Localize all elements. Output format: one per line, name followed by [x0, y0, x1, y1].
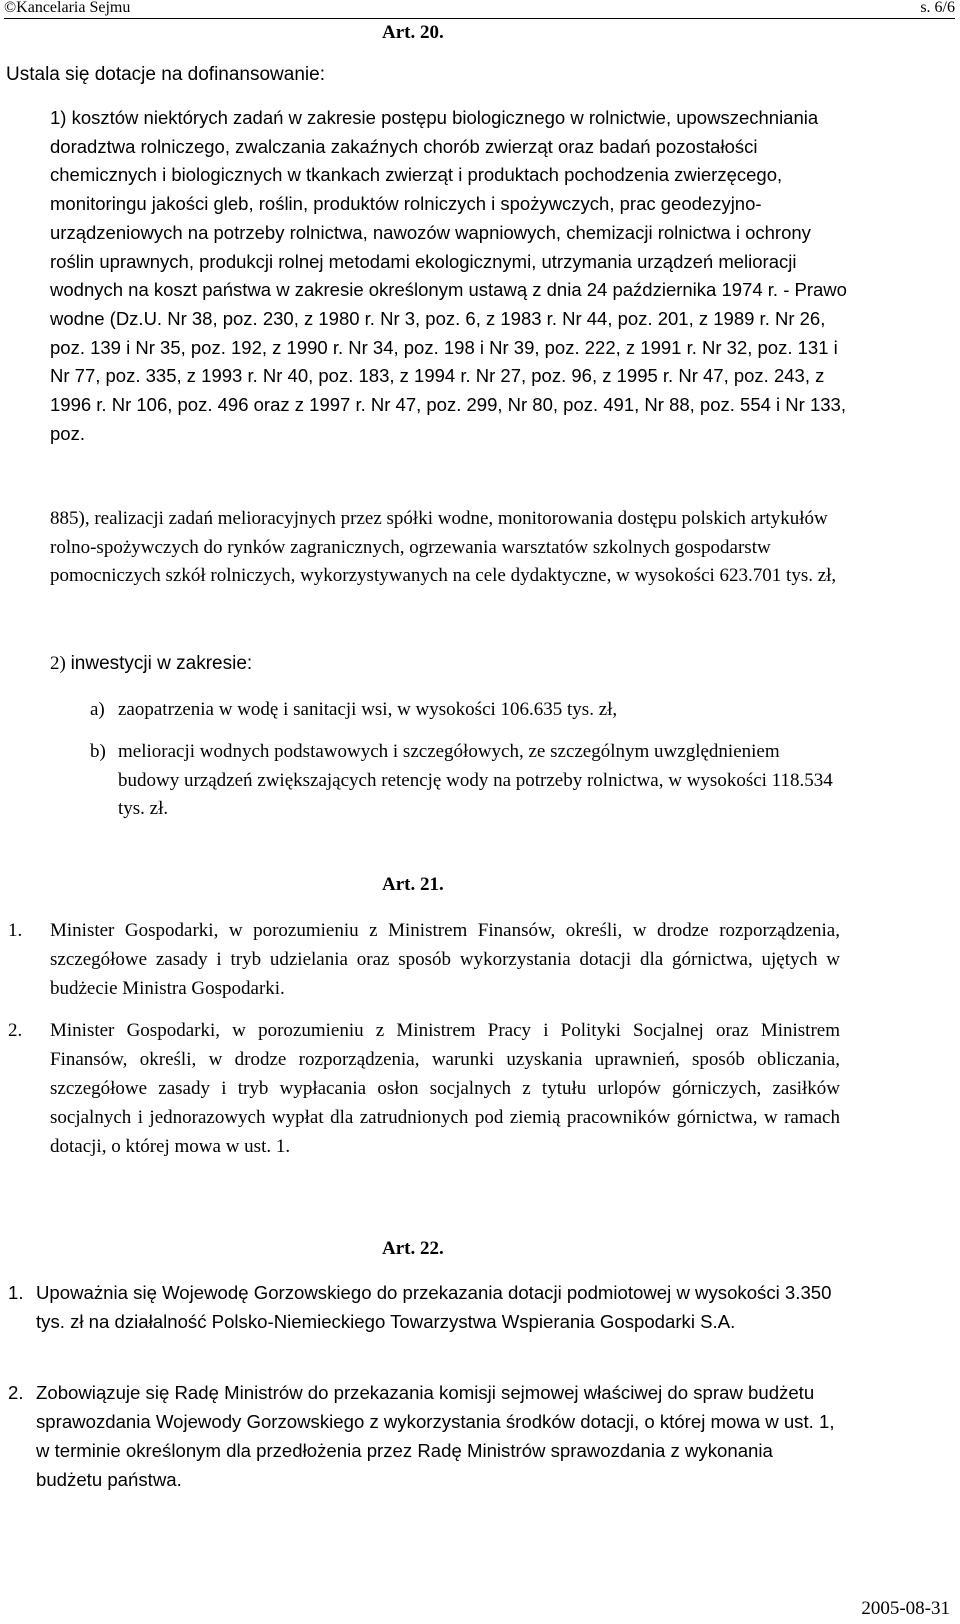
- header-divider: [4, 18, 955, 19]
- art-20-item-2b: [90, 738, 860, 824]
- art-20-item-1-number: 1): [50, 107, 67, 128]
- art-20-item-1: [50, 104, 850, 448]
- art-20-item-1-text-a: kosztów niektórych zadań w zakresie postępu biologicznego w rolnictwie, upowszechniania doradztwa rolniczego, zwalczania zakaźnych chorób zwierząt oraz badań pozostałości chemicznych i biologicznych w tkankach zwierząt i produktach pochodzenia zwierzęcego, monitoringu jakości gleb, roślin, produktów rolniczych i spożywczych, prac geodezyjno-urządzeniowych na potrzeby rolnictwa, nawozów wapniowych, chemizacji rolnictwa i ochrony roślin uprawnych, produkcji rolnej metodami ekologicznymi, utrzymania urządzeń melioracji wodnych na koszt państwa w zakresie określonym ustawą z dnia 24 października 1974 r. - Prawo wodne (Dz.U. Nr 38, poz. 230, z 1980 r. Nr 3, poz. 6, z 1983 r. Nr 44, poz. 201, z 1989 r. Nr 26, poz. 139 i Nr 35, poz. 192, z 1990 r. Nr 34, poz. 198 i Nr 39, poz. 222, z 1991 r. Nr 32, poz. 131 i Nr 77, poz. 335, z 1993 r. Nr 40, poz. 183, z 1994 r. Nr 27, poz. 96, z 1995 r. Nr 47, poz. 243, z 1996 r. Nr 106, poz. 496 oraz z 1997 r. Nr 47, poz. 299, Nr 80, poz. 491, Nr 88, poz. 554 i Nr 133, poz.: [50, 107, 847, 444]
- art-20-intro: Ustala się dotacje na dofinansowanie:: [6, 64, 325, 85]
- art-20-item-2: [50, 653, 252, 675]
- header-copyright: ©Kancelaria Sejmu: [4, 0, 131, 16]
- art-22-paragraph-1-text: Upoważnia się Wojewodę Gorzowskiego do przekazania dotacji podmiotowej w wysokości 3.350 tys. zł na działalność Polsko-Niemieckiego Towarzystwa Wspierania Gospodarki S.A.: [36, 1282, 832, 1332]
- art-22-paragraph-2: [8, 1378, 838, 1494]
- art-20-item-2a-text: zaopatrzenia w wodę i sanitacji wsi, w wysokości 106.635 tys. zł,: [118, 699, 618, 720]
- art-21-paragraph-2-number: 2.: [8, 1020, 23, 1041]
- art-22-title: Art. 22.: [382, 1238, 444, 1259]
- art-20-item-2a-letter: a): [90, 699, 105, 720]
- art-20-item-2-text: inwestycji w zakresie:: [70, 653, 253, 674]
- art-21-paragraph-1: [8, 916, 840, 1003]
- art-20-item-2b-letter: b): [90, 741, 106, 762]
- page-header: [0, 0, 960, 20]
- art-22-paragraph-1-number: 1.: [8, 1282, 24, 1303]
- art-21-paragraph-1-number: 1.: [8, 920, 23, 941]
- art-22-paragraph-2-text: Zobowiązuje się Radę Ministrów do przekazania komisji sejmowej właściwej do spraw budżetu sprawozdania Wojewody Gorzowskiego z wykorzystania środków dotacji, o której mowa w ust. 1, w terminie określonym dla przedłożenia przez Radę Ministrów sprawozdania z wykonania budżetu państwa.: [36, 1382, 835, 1490]
- art-20-item-2-number: 2): [50, 653, 66, 674]
- art-20-title: Art. 20.: [382, 22, 444, 43]
- art-22-paragraph-1: [8, 1278, 838, 1336]
- header-page-number: s. 6/6: [920, 0, 955, 16]
- footer-date: 2005-08-31: [861, 1598, 950, 1619]
- art-21-paragraph-2-text: Minister Gospodarki, w porozumieniu z Ministrem Pracy i Polityki Socjalnej oraz Ministrem Finansów, określi, w drodze rozporządzenia, warunki uzyskania uprawnień, sposób obliczania, szczegółowe zasady i tryb wypłacania osłon socjalnych z tytułu urlopów górniczych, zasiłków socjalnych i jednorazowych wypłat dla zatrudnionych pod ziemią pracowników górnictwa, w ramach dotacji, o której mowa w ust. 1.: [50, 1020, 840, 1157]
- art-22-paragraph-2-number: 2.: [8, 1382, 24, 1403]
- art-20-item-1-text-b: 885), realizacji zadań melioracyjnych przez spółki wodne, monitorowania dostępu polskich artykułów rolno-spożywczych do rynków zagranicznych, ogrzewania warsztatów szkolnych gospodarstw pomocniczych szkół rolniczych, wykorzystywanych na cele dydaktyczne, w wysokości 623.701 tys. zł,: [50, 508, 837, 586]
- art-21-paragraph-2: [8, 1016, 840, 1161]
- art-21-paragraph-1-text: Minister Gospodarki, w porozumieniu z Ministrem Finansów, określi, w drodze rozporządzenia, szczegółowe zasady i tryb udzielania oraz sposób wykorzystania dotacji dla górnictwa, ujętych w budżecie Ministra Gospodarki.: [50, 920, 840, 999]
- art-21-title: Art. 21.: [382, 874, 444, 895]
- art-20-item-2b-text: melioracji wodnych podstawowych i szczegółowych, ze szczególnym uwzględnieniem budowy urządzeń zwiększających retencję wody na potrzeby rolnictwa, w wysokości 118.534 tys. zł.: [118, 741, 833, 819]
- art-20-item-2a: [90, 696, 860, 725]
